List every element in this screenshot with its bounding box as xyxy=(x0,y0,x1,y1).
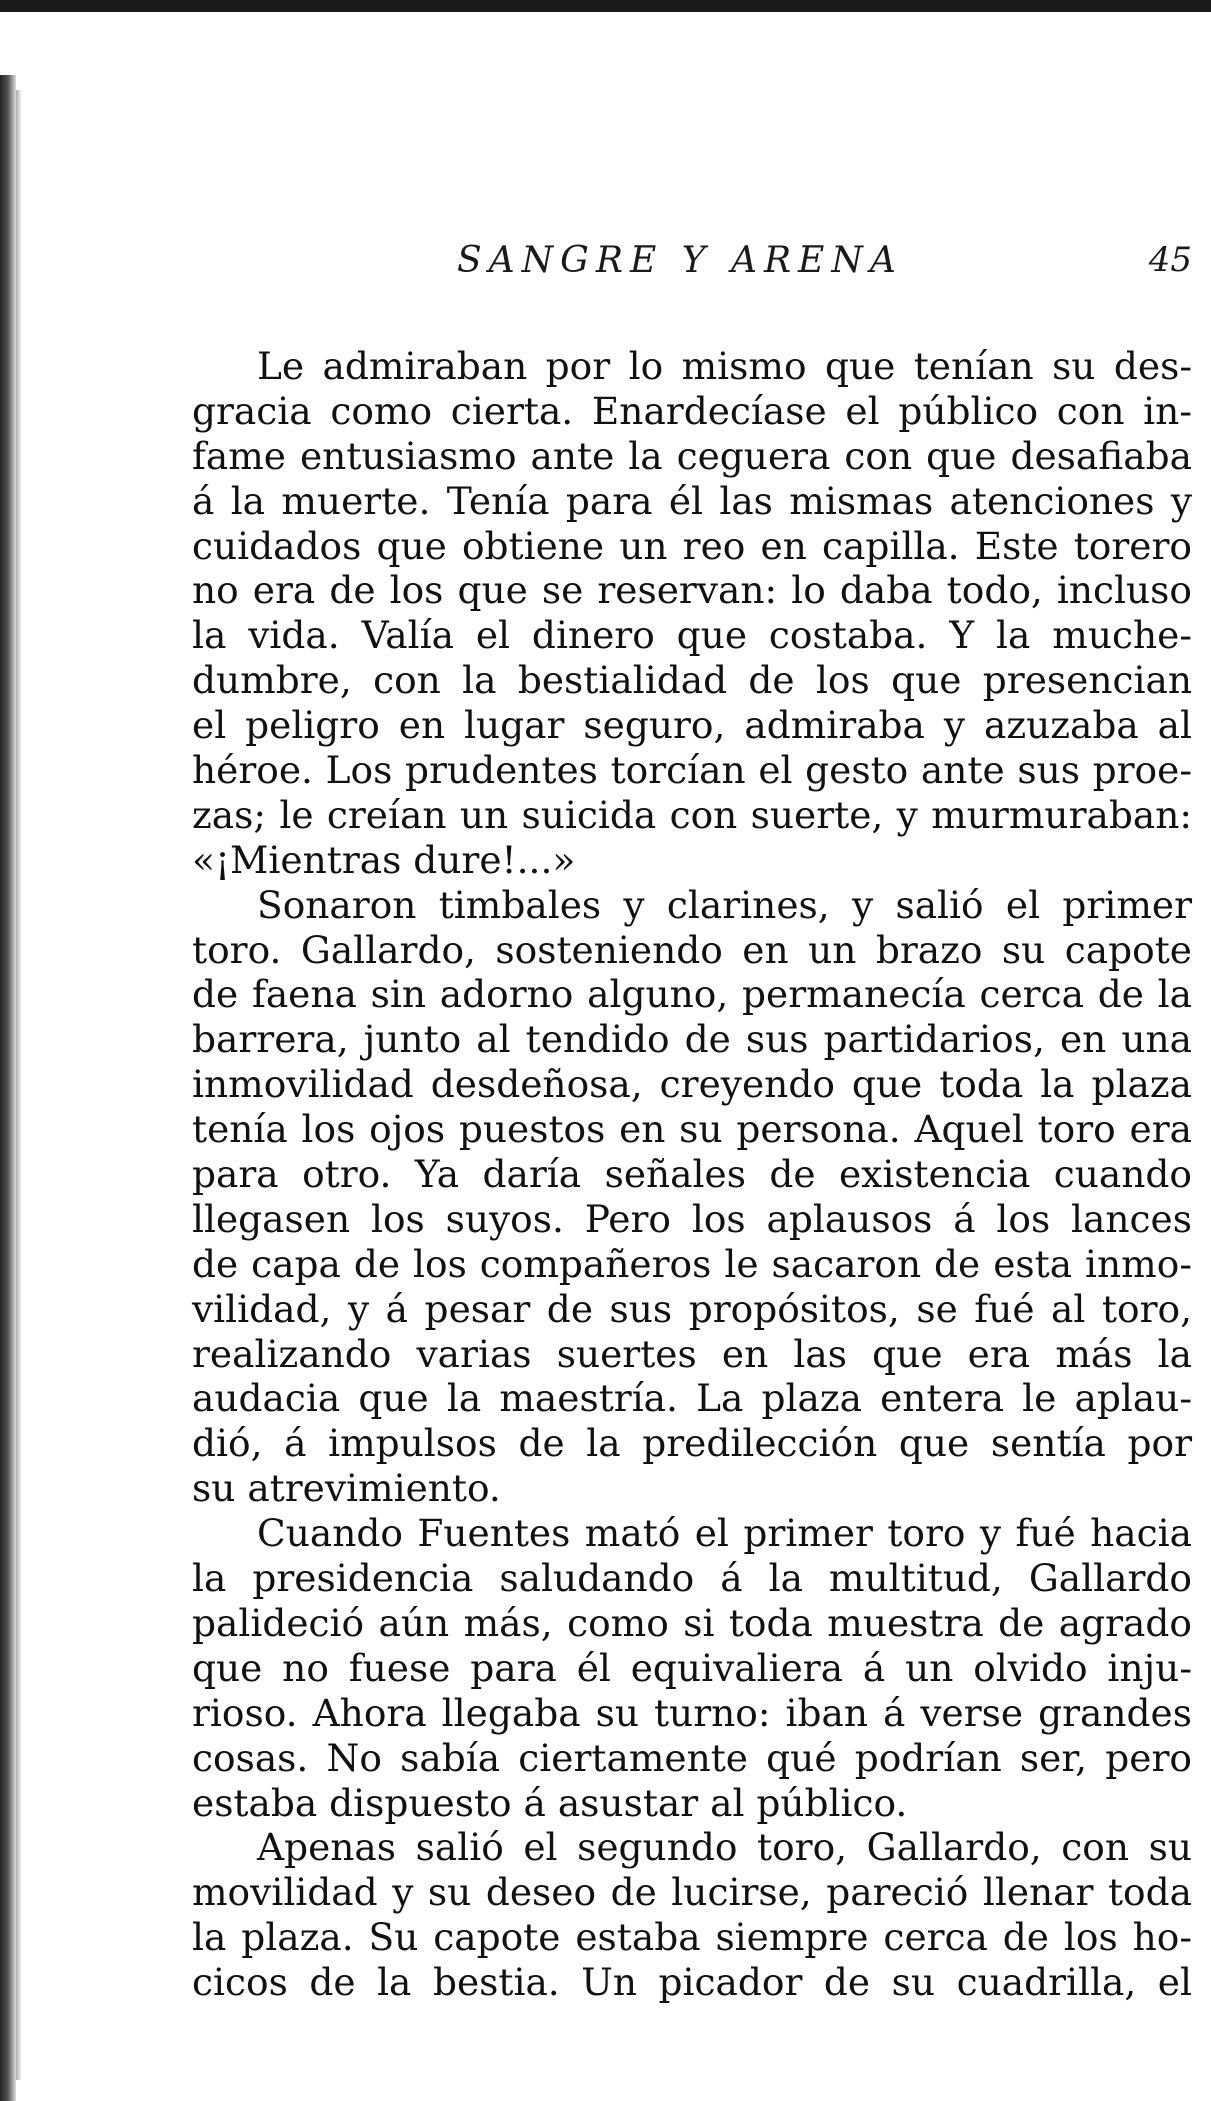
page-header xyxy=(192,240,1192,300)
text-line: que no fuese para él equivaliera á un olvido inju- xyxy=(192,1645,1192,1690)
text-line: de capa de los compañeros le sacaron de esta inmo- xyxy=(192,1241,1192,1286)
text-line: inmovilidad desdeñosa, creyendo que toda la plaza xyxy=(192,1062,1192,1107)
running-title: SANGRE Y ARENA xyxy=(457,240,903,281)
body-text xyxy=(192,344,1192,2005)
text-line: para otro. Ya daría señales de existencia cuando xyxy=(192,1152,1192,1197)
text-line: Cuando Fuentes mató el primer toro y fué hacia xyxy=(257,1511,1192,1556)
text-line: de faena sin adorno alguno, permanecía cerca de la xyxy=(192,972,1192,1017)
text-line: héroe. Los prudentes torcían el gesto ante sus proe- xyxy=(192,748,1192,793)
text-line: audacia que la maestría. La plaza entera le aplau- xyxy=(192,1376,1192,1421)
text-line: no era de los que se reservan: lo daba todo, incluso xyxy=(192,568,1192,613)
text-line: dió, á impulsos de la predilección que sentía por xyxy=(192,1421,1192,1466)
text-line: Apenas salió el segundo toro, Gallardo, con su xyxy=(257,1825,1192,1870)
text-line: estaba dispuesto á asustar al público. xyxy=(192,1780,908,1825)
text-line: gracia como cierta. Enardecíase el público con in- xyxy=(192,388,1192,433)
text-line: la presidencia saludando á la multitud, Gallardo xyxy=(192,1556,1192,1601)
text-line: llegasen los suyos. Pero los aplausos á los lances xyxy=(192,1196,1192,1241)
text-line: barrera, junto al tendido de sus partidarios, en una xyxy=(192,1017,1192,1062)
text-line: palideció aún más, como si toda muestra de agrado xyxy=(192,1600,1192,1645)
text-line: fame entusiasmo ante la ceguera con que desafiaba xyxy=(192,433,1192,478)
page-number: 45 xyxy=(1148,240,1192,280)
scan-top-edge xyxy=(0,0,1211,12)
scan-binding-edge xyxy=(0,75,16,2101)
text-line: «¡Mientras dure!...» xyxy=(192,837,576,882)
text-line: zas; le creían un suicida con suerte, y murmuraban: xyxy=(192,792,1192,837)
text-line: tenía los ojos puestos en su persona. Aquel toro era xyxy=(192,1107,1192,1152)
text-line: la plaza. Su capote estaba siempre cerca de los ho- xyxy=(192,1915,1192,1960)
text-line: dumbre, con la bestialidad de los que presencian xyxy=(192,658,1192,703)
scan-binding-shadow xyxy=(16,90,22,2080)
text-line: su atrevimiento. xyxy=(192,1466,501,1511)
text-line: cuidados que obtiene un reo en capilla. Este torero xyxy=(192,523,1192,568)
text-line: á la muerte. Tenía para él las mismas atenciones y xyxy=(192,478,1192,523)
text-line: rioso. Ahora llegaba su turno: iban á verse grandes xyxy=(192,1690,1192,1735)
text-line: cosas. No sabía ciertamente qué podrían ser, pero xyxy=(192,1735,1192,1780)
text-line: vilidad, y á pesar de sus propósitos, se fué al toro, xyxy=(192,1286,1192,1331)
text-line: realizando varias suertes en las que era más la xyxy=(192,1331,1192,1376)
text-line: movilidad y su deseo de lucirse, pareció llenar toda xyxy=(192,1870,1192,1915)
text-line: toro. Gallardo, sosteniendo en un brazo su capote xyxy=(192,927,1192,972)
text-line: la vida. Valía el dinero que costaba. Y la muche- xyxy=(192,613,1192,658)
text-line: Le admiraban por lo mismo que tenían su des- xyxy=(257,344,1192,388)
text-line: cicos de la bestia. Un picador de su cuadrilla, el xyxy=(192,1960,1192,2005)
text-line: Sonaron timbales y clarines, y salió el primer xyxy=(257,882,1192,927)
book-page xyxy=(192,240,1192,2005)
text-line: el peligro en lugar seguro, admiraba y azuzaba al xyxy=(192,703,1192,748)
